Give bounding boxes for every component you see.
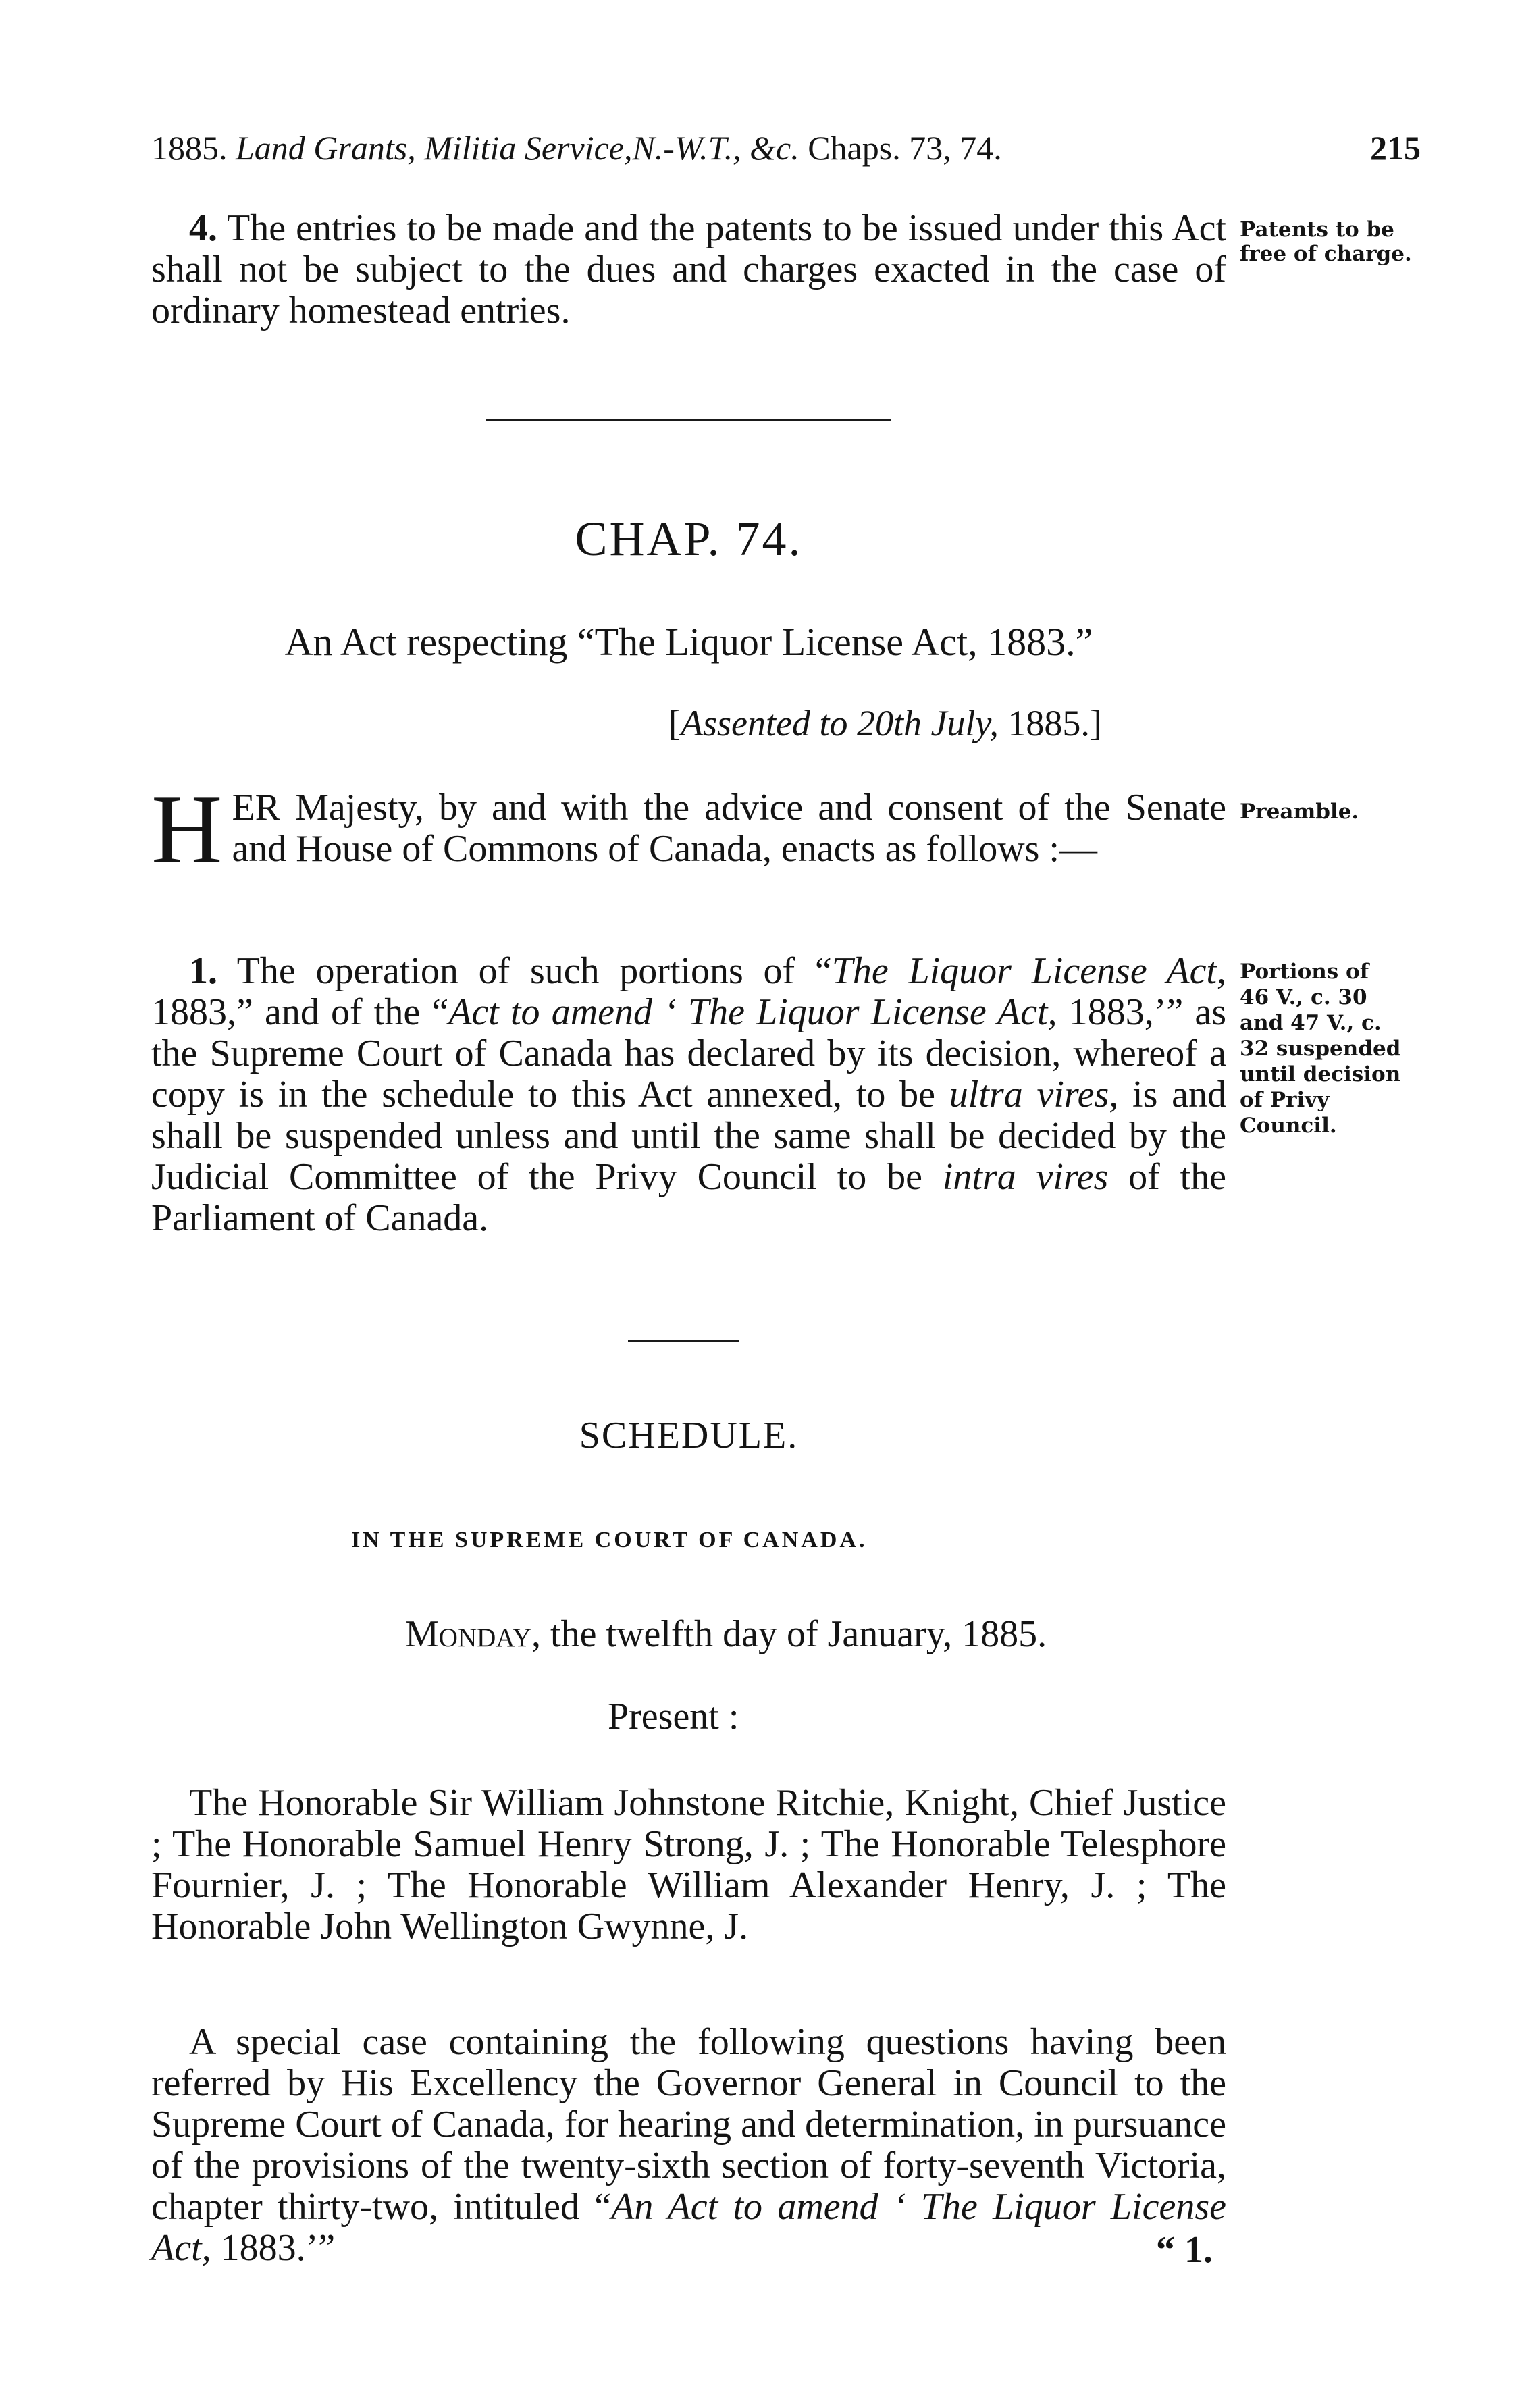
running-head-title: Land Grants, Militia Service,N.-W.T., &c. [236,129,799,167]
section-4-number: 4. [189,207,217,249]
section-1-italic: Act to amend ‘ The Liquor License Act, [448,991,1057,1033]
divider-rule [486,419,891,421]
special-case-text: A special case containing the following questions having been referred by His Excellency the Governor General in Council to the Supreme Court of Canada, for hearing and determination, in pursuance of the provisions of the twenty-sixth section of forty-seventh Victoria, chapter thirty-two, intituled “ [151,2021,1226,2228]
dropcap-letter: H [151,775,223,884]
margin-note-patents [1240,217,1510,266]
section-4 [151,208,1226,332]
margin-note-line: free of charge. [1240,242,1412,266]
running-head-chapters: Chaps. 73, 74. [808,129,1002,167]
margin-note-portions [1240,959,1510,1138]
assent-date: Assented to 20th July, [680,703,999,743]
section-1-italic: intra vires [942,1156,1109,1198]
section-1-text: 1883,” and of the “ [151,991,449,1033]
margin-note-line: of Privy [1240,1088,1330,1112]
catchword: “ 1. [1156,2229,1213,2271]
margin-note-preamble: Preamble. [1240,800,1359,824]
date-day: Monday, [405,1613,542,1655]
special-case-italic: An Act to amend ‘ The Liquor License Act, [151,2186,1226,2269]
special-case-paragraph [151,2022,1226,2269]
margin-note-line: 32 suspended [1240,1037,1401,1061]
margin-note-line: until decision [1240,1062,1401,1087]
date-rest: the twelfth day of January, 1885. [550,1613,1047,1655]
section-1 [151,951,1226,1239]
margin-note-line: 46 V., c. 30 [1240,985,1367,1010]
schedule-heading: SCHEDULE. [579,1415,799,1457]
preamble-text: ER Majesty, by and with the advice and consent of the Senate and House of Commons of Canada, enacts as follows :— [232,787,1226,870]
section-1-italic: ultra vires, [949,1074,1119,1116]
divider-rule-short [628,1340,739,1342]
section-1-text: of the Parliament of Canada. [151,1156,1227,1239]
margin-note-line: Portions of [1240,960,1369,984]
running-head-year: 1885. [151,129,228,167]
present-label: Present : [608,1696,739,1737]
section-1-text: The operation of such portions of “ [236,950,832,992]
page-number: 215 [1370,129,1421,167]
section-1-text: is and shall be suspended unless and until the same shall be decided by the Judicial Committee of the Privy Council to be [151,1074,1227,1198]
special-case-text: 1883.’” [220,2227,336,2269]
margin-note-line: Council. [1240,1114,1337,1138]
running-head [151,127,1421,169]
margin-note-line: and 47 V., c. [1240,1011,1382,1035]
section-1-italic: The Liquor License Act, [831,950,1226,992]
schedule-date [405,1613,1047,1656]
judges-paragraph: The Honorable Sir William Johnstone Ritchie, Knight, Chief Justice ; The Honorable Samuel Henry Strong, J. ; The Honorable Telesphore Fournier, J. ; The Honorable William Alexander Henry, J. ; The Honorable John Wellington Gwynne, J. [151,1782,1226,1947]
assent-line: [Assented to 20th July, 1885.] [668,703,1102,743]
chapter-heading: CHAP. 74. [575,512,803,566]
court-name: IN THE SUPREME COURT OF CANADA. [351,1527,868,1552]
margin-note-line: Patents to be [1240,217,1394,242]
section-4-text: The entries to be made and the patents to be issued under this Act shall not be subject to the dues and charges exacted in the case of ordinary homestead entries. [151,207,1226,332]
chapter-title: An Act respecting “The Liquor License Act, 1883.” [284,620,1093,664]
section-1-number: 1. [189,950,217,992]
section-1-text: 1883,’” as the Supreme Court of Canada has declared by its decision, whereof a copy is in the schedule to this Act annexed, to be [151,991,1227,1116]
assent-year: 1885. [1007,703,1090,743]
preamble [151,775,1226,884]
